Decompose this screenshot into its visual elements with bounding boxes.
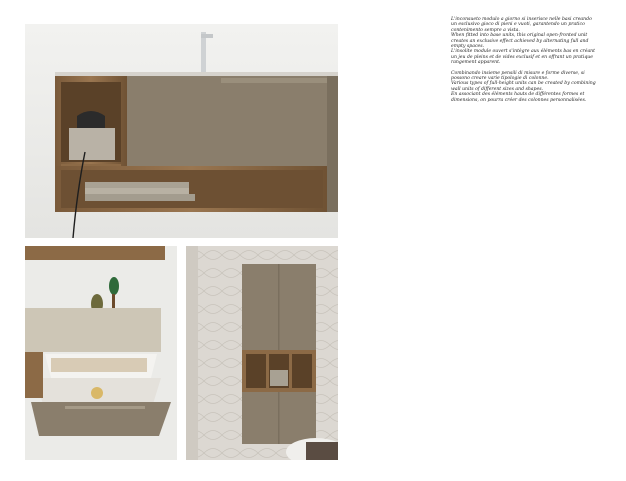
- text-en-line: empty spaces.: [451, 44, 485, 50]
- text-en-line: Various types of full-height units can be created by combining: [451, 81, 596, 87]
- text-en-line: wall units of different sizes and shapes.: [451, 86, 544, 92]
- text-en-line: When fitted into base units, this original open-fronted unit: [451, 33, 588, 39]
- text-it-line: possono creare varie tipologie di colonne.: [451, 76, 549, 82]
- text-en-line: creates an exclusive effect achieved by alternating full and: [451, 38, 589, 44]
- text-fr-line: rangement apparent.: [451, 60, 501, 66]
- photo-vanity-open-unit: [25, 24, 338, 238]
- text-it-line: contenimento sempre a vista.: [451, 27, 520, 33]
- text-fr-line: En associant des éléments hauts de différentes formes et: [451, 92, 585, 98]
- text-it-line: Combinando insieme pensili di misure e forme diverse, si: [451, 70, 585, 76]
- text-fr-line: dimensions, on pourra créer des colonnes personnalisées.: [451, 97, 587, 103]
- text-it-line: un esclusivo gioco di pieni e vuoti, garantendo un pratico: [451, 22, 585, 28]
- vanity-illustration: [25, 24, 338, 238]
- photo-tall-column: [186, 246, 338, 460]
- drawers-illustration: [25, 246, 177, 460]
- description-text: [451, 17, 611, 103]
- text-fr-line: L'insolite module ouvert s'intègre aux éléments bas en créant: [451, 49, 595, 55]
- photo-drawers-detail: [25, 246, 177, 460]
- text-fr-line: un jeu de pleins et de vides exclusif et en offrant un pratique: [451, 54, 593, 60]
- text-it-line: L'inconsueto modulo a giorno si inserisce nelle basi creando: [451, 17, 592, 22]
- column-illustration: [186, 246, 338, 460]
